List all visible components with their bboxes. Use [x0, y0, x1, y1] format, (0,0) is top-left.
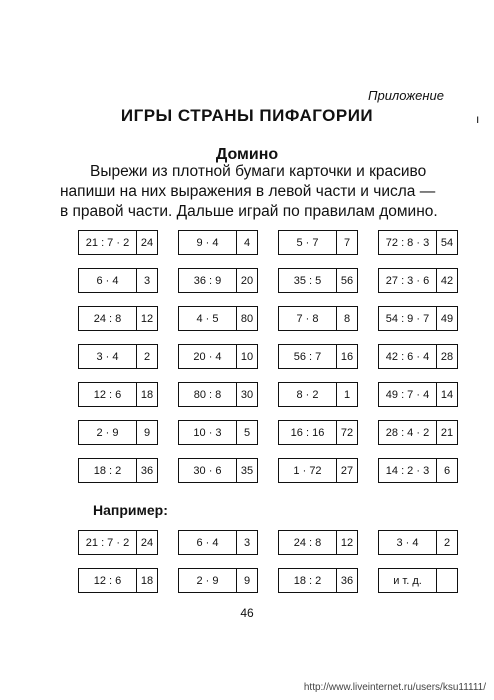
example-card	[78, 530, 158, 555]
example-card	[378, 530, 458, 555]
card-expression: 12 : 6	[79, 383, 137, 406]
domino-card	[378, 458, 458, 483]
domino-card	[78, 382, 158, 407]
card-expression: 27 : 3 · 6	[379, 269, 437, 292]
card-expression: 42 : 6 · 4	[379, 345, 437, 368]
card-number: 18	[140, 388, 154, 401]
domino-card	[278, 420, 358, 445]
example-card	[78, 568, 158, 593]
domino-row	[78, 382, 458, 409]
domino-row	[78, 344, 458, 371]
card-expression: 5 · 7	[279, 231, 337, 254]
card-number: 28	[440, 350, 454, 363]
watermark: http://www.liveinternet.ru/users/ksu11111/	[303, 682, 486, 693]
domino-card	[378, 382, 458, 407]
domino-card	[378, 306, 458, 331]
example-row	[78, 568, 458, 595]
card-expression: 12 : 6	[79, 569, 137, 592]
card-expression: и т. д.	[379, 569, 437, 592]
card-number: 3	[143, 274, 151, 287]
card-number: 54	[440, 236, 454, 249]
card-expression: 20 · 4	[179, 345, 237, 368]
card-number: 36	[340, 574, 354, 587]
card-number: 42	[440, 274, 454, 287]
card-expression: 21 : 7 · 2	[79, 231, 137, 254]
example-card	[178, 530, 258, 555]
card-expression: 9 · 4	[179, 231, 237, 254]
domino-card	[178, 344, 258, 369]
card-expression: 8 · 2	[279, 383, 337, 406]
domino-grid	[78, 230, 458, 496]
card-number: 7	[343, 236, 351, 249]
instructions-line-1: Вырежи из плотной бумаги карточки и красиво	[90, 163, 427, 180]
card-number: 2	[143, 350, 151, 363]
card-number: 36	[140, 464, 154, 477]
card-expression: 28 : 4 · 2	[379, 421, 437, 444]
card-number: 9	[243, 574, 251, 587]
example-card	[378, 568, 458, 593]
domino-card	[78, 230, 158, 255]
domino-card	[178, 420, 258, 445]
card-expression: 18 : 2	[79, 459, 137, 482]
card-number: 24	[140, 536, 154, 549]
instructions-line-2: напиши на них выражения в левой части и числа —	[60, 183, 436, 200]
card-number: 80	[240, 312, 254, 325]
domino-card	[278, 382, 358, 407]
card-expression: 3 · 4	[79, 345, 137, 368]
card-expression: 14 : 2 · 3	[379, 459, 437, 482]
card-number: 8	[343, 312, 351, 325]
card-number: 14	[440, 388, 454, 401]
card-number: 30	[240, 388, 254, 401]
card-number: 12	[140, 312, 154, 325]
domino-card	[178, 230, 258, 255]
card-expression: 49 : 7 · 4	[379, 383, 437, 406]
card-number: 12	[340, 536, 354, 549]
section-title: Домино	[215, 146, 279, 163]
card-expression: 2 · 9	[179, 569, 237, 592]
margin-mark: ı	[476, 112, 480, 126]
example-chain	[78, 530, 458, 606]
card-number: 49	[440, 312, 454, 325]
card-expression: 56 : 7	[279, 345, 337, 368]
card-number: 16	[340, 350, 354, 363]
card-expression: 7 · 8	[279, 307, 337, 330]
card-expression: 80 : 8	[179, 383, 237, 406]
domino-card	[178, 306, 258, 331]
card-number: 72	[340, 426, 354, 439]
card-number: 3	[243, 536, 251, 549]
card-number: 6	[443, 464, 451, 477]
domino-card	[378, 230, 458, 255]
card-number: 1	[343, 388, 351, 401]
card-number: 2	[443, 536, 451, 549]
card-expression: 10 · 3	[179, 421, 237, 444]
card-expression: 1 · 72	[279, 459, 337, 482]
card-expression: 24 : 8	[279, 531, 337, 554]
example-row	[78, 530, 458, 557]
card-number: 9	[143, 426, 151, 439]
appendix-label: Приложение	[368, 88, 444, 103]
domino-row	[78, 458, 458, 485]
card-expression: 30 · 6	[179, 459, 237, 482]
card-expression: 4 · 5	[179, 307, 237, 330]
domino-card	[278, 458, 358, 483]
domino-row	[78, 306, 458, 333]
example-card	[278, 530, 358, 555]
domino-card	[378, 420, 458, 445]
card-expression: 24 : 8	[79, 307, 137, 330]
card-expression: 6 · 4	[179, 531, 237, 554]
domino-card	[278, 344, 358, 369]
card-expression: 3 · 4	[379, 531, 437, 554]
card-expression: 36 : 9	[179, 269, 237, 292]
card-expression: 21 : 7 · 2	[79, 531, 137, 554]
instructions-line-3: в правой части. Дальше играй по правилам домино.	[60, 203, 438, 220]
domino-card	[178, 382, 258, 407]
page-number: 46	[240, 606, 254, 620]
page-title: ИГРЫ СТРАНЫ ПИФАГОРИИ	[120, 106, 374, 125]
card-number: 56	[340, 274, 354, 287]
card-number: 10	[240, 350, 254, 363]
card-number: 27	[340, 464, 354, 477]
domino-card	[78, 420, 158, 445]
card-number: 5	[243, 426, 251, 439]
card-number: 21	[440, 426, 454, 439]
card-number: 4	[243, 236, 251, 249]
domino-card	[78, 458, 158, 483]
card-expression: 35 : 5	[279, 269, 337, 292]
domino-card	[278, 230, 358, 255]
card-number	[437, 569, 457, 592]
domino-card	[78, 344, 158, 369]
card-number: 20	[240, 274, 254, 287]
example-card	[178, 568, 258, 593]
domino-card	[78, 306, 158, 331]
card-number: 24	[140, 236, 154, 249]
domino-card	[278, 268, 358, 293]
instructions	[60, 162, 455, 222]
domino-row	[78, 230, 458, 257]
domino-row	[78, 420, 458, 447]
domino-card	[378, 268, 458, 293]
domino-card	[278, 306, 358, 331]
card-expression: 54 : 9 · 7	[379, 307, 437, 330]
example-card	[278, 568, 358, 593]
domino-row	[78, 268, 458, 295]
card-number: 35	[240, 464, 254, 477]
card-expression: 18 : 2	[279, 569, 337, 592]
card-number: 18	[140, 574, 154, 587]
card-expression: 2 · 9	[79, 421, 137, 444]
domino-card	[178, 458, 258, 483]
card-expression: 6 · 4	[79, 269, 137, 292]
domino-card	[378, 344, 458, 369]
card-expression: 16 : 16	[279, 421, 337, 444]
examples-label: Например:	[93, 502, 168, 518]
card-expression: 72 : 8 · 3	[379, 231, 437, 254]
domino-card	[178, 268, 258, 293]
domino-card	[78, 268, 158, 293]
